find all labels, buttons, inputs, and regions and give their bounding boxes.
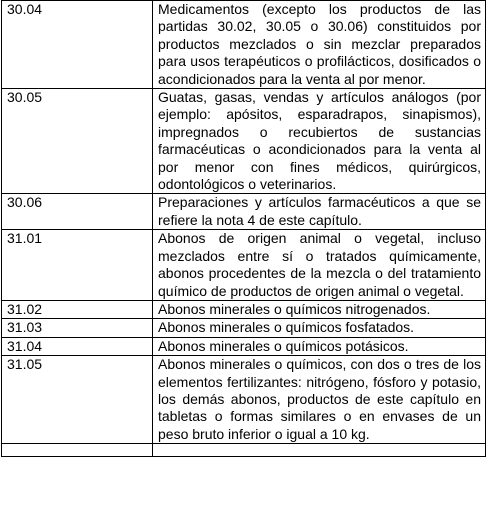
heading-code: 30.06 <box>2 194 153 230</box>
heading-description: Abonos minerales o químicos potásicos. <box>153 337 486 355</box>
heading-description: Guatas, gasas, vendas y artículos análogos (por ejemplo: apósitos, esparadrapos, sinapismos), impregnados o recubiertos de sustancias farmacéuticas o acondicionados para la venta al por menor con fines médicos, quirúrgicos, odontológicos o veterinarios. <box>153 89 486 194</box>
tariff-table-body <box>2 1 486 457</box>
tariff-table <box>1 0 486 457</box>
heading-code: 30.04 <box>2 1 153 89</box>
heading-description: Abonos minerales o químicos nitrogenados. <box>153 300 486 318</box>
table-row <box>2 230 486 301</box>
empty-cell <box>2 444 153 457</box>
table-row <box>2 89 486 194</box>
table-row <box>2 194 486 230</box>
heading-code: 31.04 <box>2 337 153 355</box>
table-row <box>2 337 486 355</box>
heading-code: 31.05 <box>2 356 153 444</box>
heading-description: Abonos de origen animal o vegetal, incluso mezclados entre sí o tratados químicamente, abonos procedentes de la mezcla o del tratamiento químico de productos de origen animal o vegetal. <box>153 230 486 301</box>
table-row <box>2 300 486 318</box>
heading-description: Abonos minerales o químicos fosfatados. <box>153 319 486 337</box>
table-row <box>2 319 486 337</box>
heading-code: 31.01 <box>2 230 153 301</box>
empty-cell <box>153 444 486 457</box>
table-row <box>2 356 486 444</box>
heading-description: Preparaciones y artículos farmacéuticos a que se refiere la nota 4 de este capítulo. <box>153 194 486 230</box>
heading-description: Medicamentos (excepto los productos de las partidas 30.02, 30.05 o 30.06) constituidos por productos mezclados o sin mezclar preparados para usos terapéuticos o profilácticos, dosificados o acondicionados para la venta al por menor. <box>153 1 486 89</box>
table-row <box>2 1 486 89</box>
heading-code: 31.02 <box>2 300 153 318</box>
table-row-empty <box>2 444 486 457</box>
heading-description: Abonos minerales o químicos, con dos o tres de los elementos fertilizantes: nitrógeno, fósforo y potasio, los demás abonos, productos de este capítulo en tabletas o formas similares o en envases de un peso bruto inferior o igual a 10 kg. <box>153 356 486 444</box>
heading-code: 30.05 <box>2 89 153 194</box>
heading-code: 31.03 <box>2 319 153 337</box>
